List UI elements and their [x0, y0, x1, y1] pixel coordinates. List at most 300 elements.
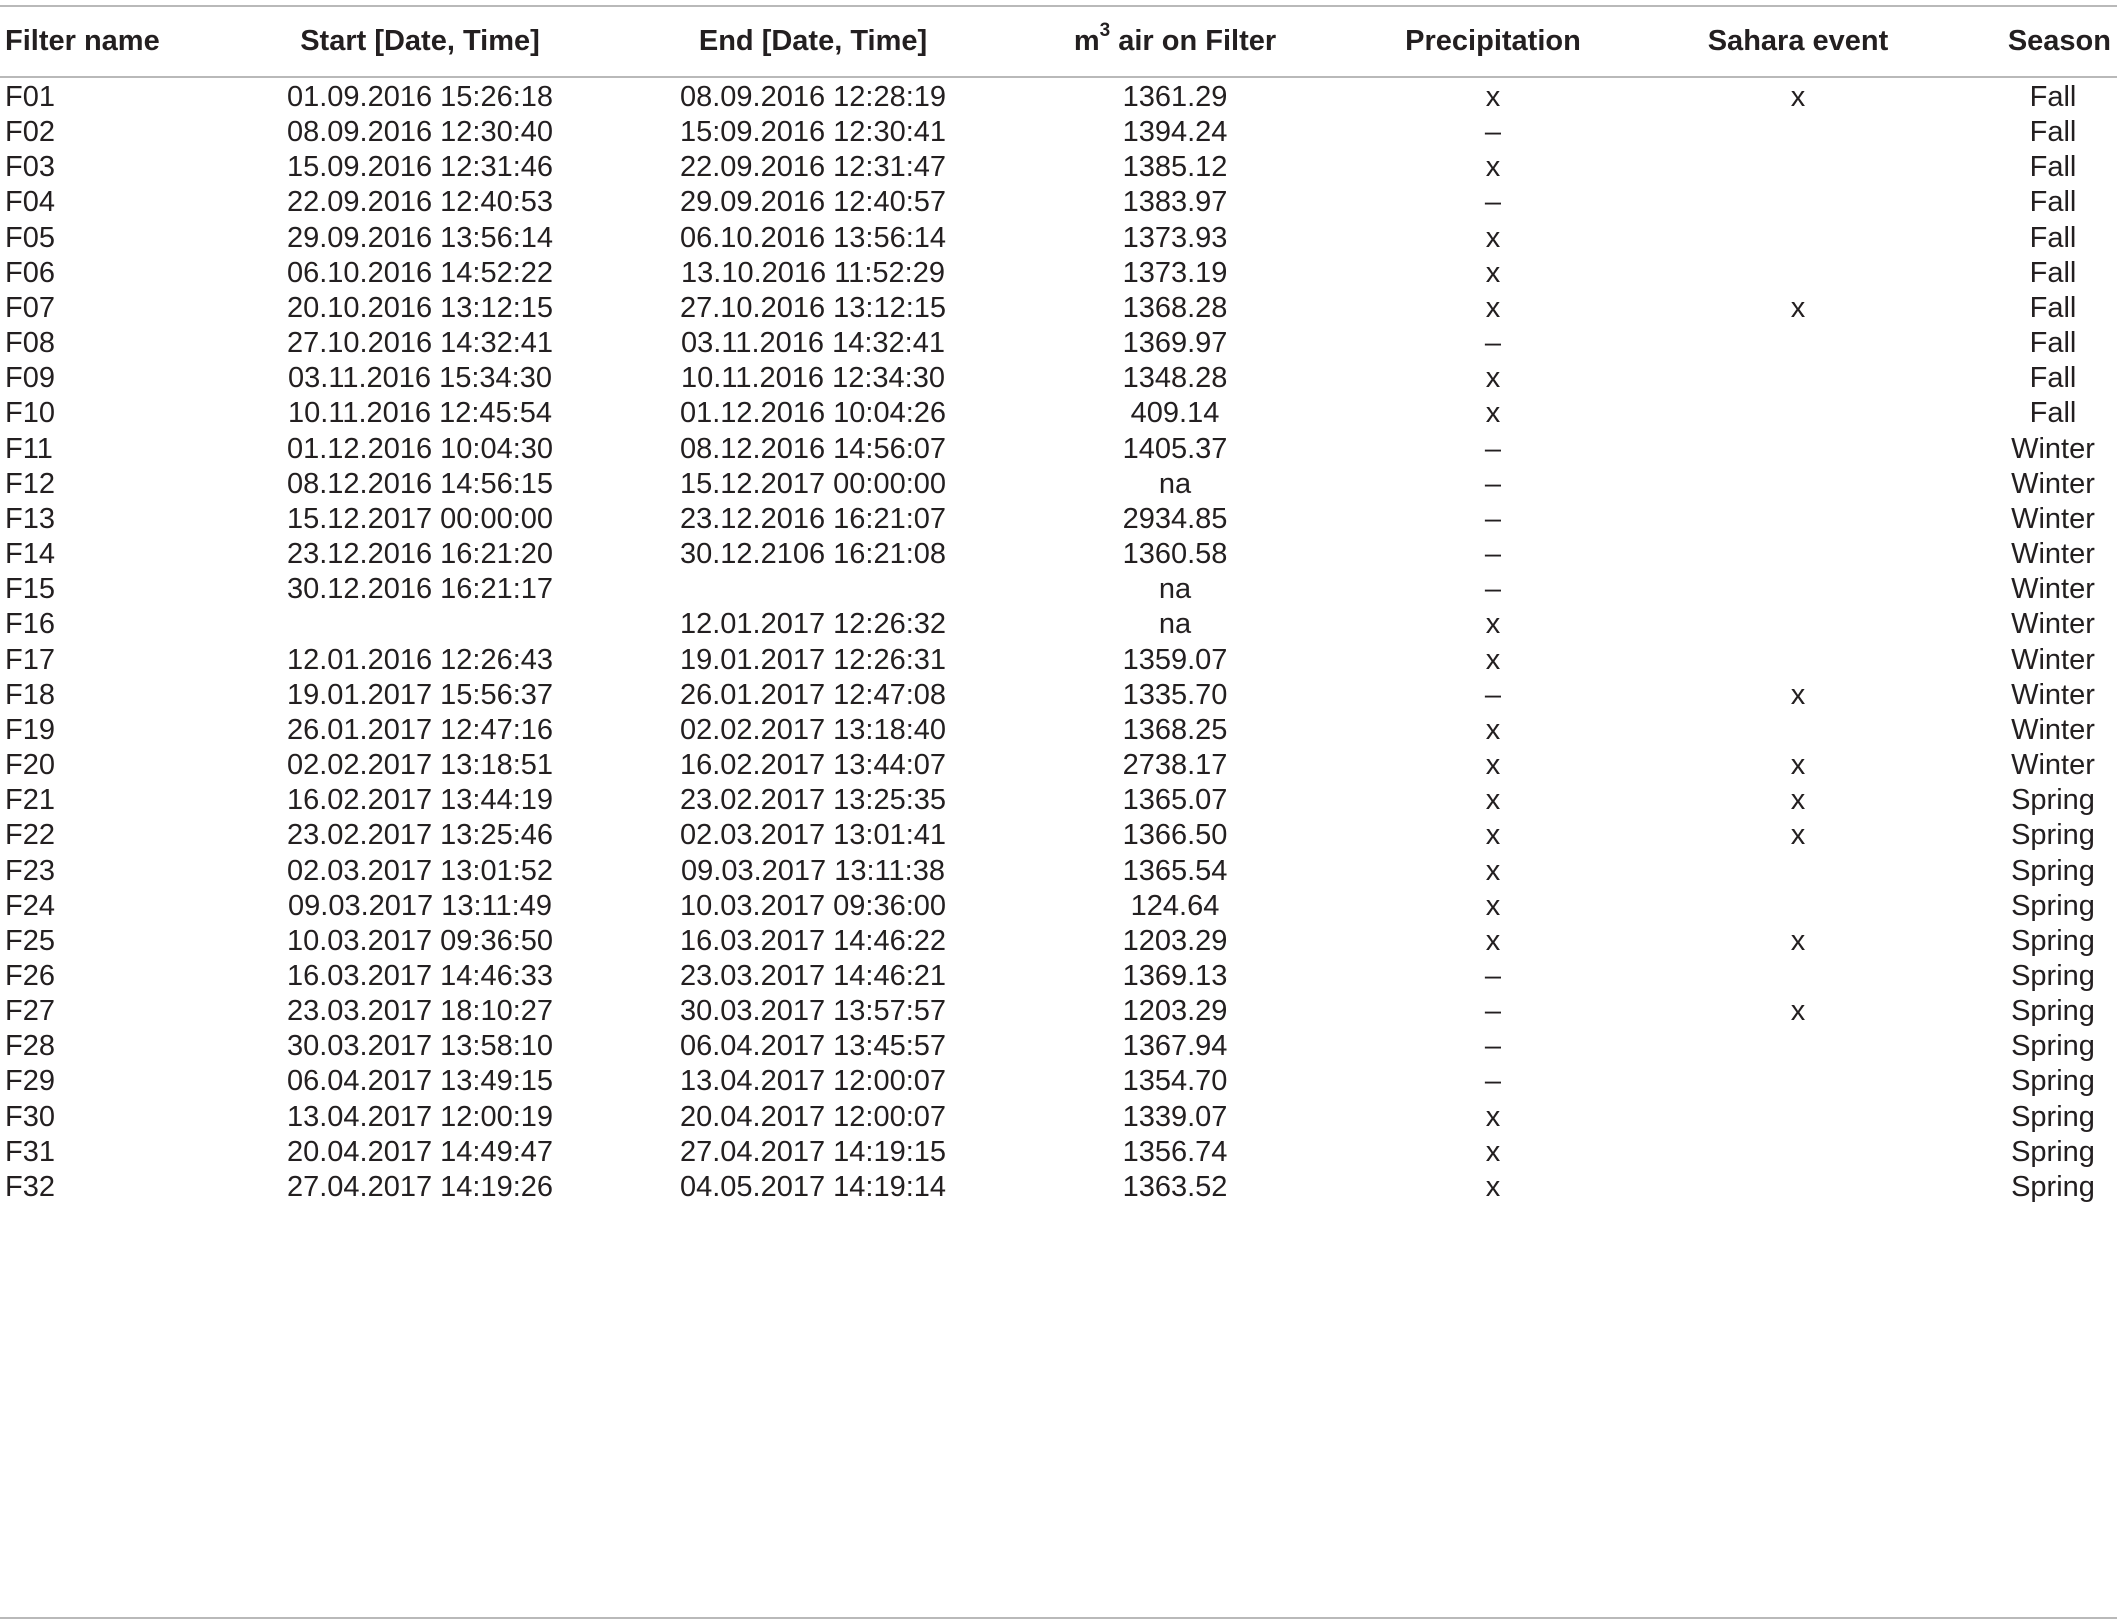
cell-start: 13.04.2017 12:00:19 [286, 1100, 554, 1133]
cell-precipitation: x [1485, 1170, 1501, 1203]
cell-air-on-filter: 1354.70 [1122, 1065, 1228, 1098]
cell-sahara-event [1668, 467, 1928, 502]
cell-start: 01.09.2016 15:26:18 [286, 81, 554, 113]
cell-season-label: Winter [2011, 467, 2095, 500]
cell-air-on-filter: 1361.29 [1122, 81, 1228, 113]
cell-sahara-event [1668, 396, 1928, 431]
cell-precipitation: x [1485, 397, 1501, 430]
cell-end: 30.03.2017 13:57:57 [679, 995, 947, 1028]
cell-end: 12.01.2017 12:26:32 [679, 608, 947, 641]
cell-sahara-event [1668, 1170, 1928, 1205]
cell-air-on-filter: 1373.19 [1122, 256, 1228, 289]
cell-end: 09.03.2017 13:11:38 [681, 854, 945, 887]
cell-season-label: Spring [2011, 995, 2095, 1028]
cell-season-label: Spring [2011, 924, 2095, 957]
cell-season-label: Winter [2011, 432, 2095, 465]
cell-season [1931, 678, 2111, 713]
cell-end: 10.11.2016 12:34:30 [681, 362, 945, 395]
cell-air-on-filter: 1373.93 [1122, 221, 1228, 254]
header-precipitation: Precipitation [1405, 25, 1581, 57]
cell-precipitation: x [1485, 889, 1501, 922]
cell-end: 08.09.2016 12:28:19 [679, 81, 947, 113]
cell-season [1931, 818, 2111, 853]
cell-season [1931, 1064, 2111, 1099]
cell-filter-name: F11 [5, 432, 53, 465]
cell-air-on-filter: na [1158, 467, 1192, 500]
cell-air-on-filter: 1363.52 [1122, 1170, 1228, 1203]
cell-season [1931, 185, 2111, 220]
cell-start: 15.09.2016 12:31:46 [286, 151, 554, 184]
cell-filter-name: F13 [5, 502, 55, 535]
cell-season-label: Spring [2011, 854, 2095, 887]
cell-season [1931, 150, 2111, 185]
cell-filter-name: F26 [5, 960, 55, 992]
header-filter-name: Filter name [5, 25, 160, 57]
cell-season [1931, 924, 2111, 959]
cell-start: 09.03.2017 13:11:49 [288, 889, 552, 922]
cell-season [1931, 783, 2111, 818]
cell-season [1931, 396, 2111, 431]
table-row [0, 80, 2117, 115]
cell-end: 02.02.2017 13:18:40 [679, 713, 947, 746]
cell-sahara-event: x [1790, 819, 1806, 852]
table-row [0, 572, 2117, 607]
cell-sahara-event: x [1790, 924, 1806, 957]
table-row [0, 396, 2117, 431]
cell-start: 06.10.2016 14:52:22 [286, 256, 554, 289]
cell-precipitation: x [1485, 749, 1501, 782]
table-row [0, 115, 2117, 150]
cell-air-on-filter: 1360.58 [1122, 538, 1228, 571]
cell-end: 08.12.2016 14:56:07 [679, 432, 947, 465]
cell-season [1931, 1135, 2111, 1170]
cell-filter-name: F03 [5, 151, 55, 184]
cell-season-label: Fall [2029, 221, 2077, 254]
cell-filter-name: F17 [5, 643, 55, 676]
cell-season [1931, 80, 2111, 115]
cell-season-label: Winter [2011, 749, 2095, 782]
cell-end [633, 572, 993, 607]
cell-precipitation: x [1485, 924, 1501, 957]
cell-season [1931, 1170, 2111, 1205]
table-row [0, 1170, 2117, 1205]
cell-filter-name: F10 [5, 397, 55, 430]
cell-air-on-filter: 1339.07 [1122, 1100, 1228, 1133]
table-header-rule [0, 76, 2117, 78]
table-row [0, 783, 2117, 818]
cell-season-label: Fall [2029, 362, 2077, 395]
table-header-row [0, 18, 2117, 65]
cell-season-label: Spring [2011, 1170, 2095, 1203]
cell-start [240, 607, 600, 642]
cell-sahara-event [1668, 713, 1928, 748]
cell-season-label: Winter [2011, 643, 2095, 676]
cell-season [1931, 748, 2111, 783]
cell-end: 27.10.2016 13:12:15 [679, 291, 947, 324]
cell-season-label: Winter [2011, 538, 2095, 571]
cell-season-label: Spring [2011, 1065, 2095, 1098]
cell-season [1931, 256, 2111, 291]
cell-start: 23.03.2017 18:10:27 [286, 995, 554, 1028]
header-air-suffix: air on Filter [1110, 25, 1277, 57]
cell-end: 22.09.2016 12:31:47 [679, 151, 947, 184]
cell-start: 03.11.2016 15:34:30 [288, 362, 552, 395]
cell-air-on-filter: 1203.29 [1122, 924, 1228, 957]
cell-sahara-event [1668, 185, 1928, 220]
cell-start: 22.09.2016 12:40:53 [286, 186, 554, 219]
cell-precipitation: – [1484, 995, 1502, 1028]
cell-air-on-filter: 1369.13 [1122, 960, 1228, 992]
cell-precipitation: x [1485, 713, 1501, 746]
cell-end: 20.04.2017 12:00:07 [679, 1100, 947, 1133]
cell-sahara-event [1668, 115, 1928, 150]
cell-start: 23.02.2017 13:25:46 [286, 819, 554, 852]
table-row [0, 959, 2117, 994]
cell-air-on-filter: 1368.25 [1122, 713, 1228, 746]
cell-filter-name: F06 [5, 256, 55, 289]
cell-season-label: Fall [2029, 151, 2077, 184]
cell-filter-name: F16 [5, 608, 55, 641]
cell-precipitation: x [1485, 819, 1501, 852]
cell-air-on-filter: na [1158, 608, 1192, 641]
cell-filter-name: F19 [5, 713, 55, 746]
cell-season [1931, 432, 2111, 467]
cell-air-on-filter: 409.14 [1130, 397, 1220, 430]
cell-air-on-filter: 2738.17 [1122, 749, 1228, 782]
table-row [0, 607, 2117, 642]
cell-filter-name: F12 [5, 467, 55, 500]
cell-air-on-filter: 1368.28 [1122, 291, 1228, 324]
cell-precipitation: – [1484, 327, 1502, 360]
cell-end: 16.03.2017 14:46:22 [679, 924, 947, 957]
table-row [0, 713, 2117, 748]
cell-sahara-event: x [1790, 81, 1806, 113]
cell-end: 13.10.2016 11:52:29 [681, 256, 945, 289]
header-air-on-filter [1040, 18, 1310, 65]
cell-end: 15.12.2017 00:00:00 [679, 467, 947, 500]
cell-air-on-filter: 1394.24 [1122, 116, 1228, 149]
cell-end: 10.03.2017 09:36:00 [679, 889, 947, 922]
cell-end: 02.03.2017 13:01:41 [679, 819, 947, 852]
cell-precipitation: x [1485, 1100, 1501, 1133]
cell-season [1931, 221, 2111, 256]
cell-sahara-event [1668, 572, 1928, 607]
table-row [0, 185, 2117, 220]
cell-air-on-filter: 1359.07 [1122, 643, 1228, 676]
cell-season-label: Winter [2011, 713, 2095, 746]
table-row [0, 994, 2117, 1029]
cell-sahara-event [1668, 1135, 1928, 1170]
cell-filter-name: F09 [5, 362, 55, 395]
cell-air-on-filter: 124.64 [1130, 889, 1220, 922]
cell-filter-name: F22 [5, 819, 55, 852]
cell-air-on-filter: 1383.97 [1122, 186, 1228, 219]
cell-precipitation: x [1485, 643, 1501, 676]
cell-air-on-filter: 1385.12 [1122, 151, 1228, 184]
cell-end: 23.12.2016 16:21:07 [679, 502, 947, 535]
cell-start: 20.10.2016 13:12:15 [286, 291, 554, 324]
cell-precipitation: x [1485, 81, 1501, 113]
cell-end: 03.11.2016 14:32:41 [681, 327, 945, 360]
cell-sahara-event [1668, 1100, 1928, 1135]
cell-filter-name: F01 [5, 81, 55, 113]
cell-season-label: Spring [2011, 1135, 2095, 1168]
cell-sahara-event [1668, 854, 1928, 889]
cell-air-on-filter: 1405.37 [1122, 432, 1228, 465]
cell-end: 04.05.2017 14:19:14 [679, 1170, 947, 1203]
header-sahara-event: Sahara event [1707, 25, 1889, 57]
cell-start: 27.10.2016 14:32:41 [286, 327, 554, 360]
cell-season [1931, 854, 2111, 889]
table-row [0, 1135, 2117, 1170]
cell-filter-name: F27 [5, 995, 55, 1028]
cell-end: 15:09.2016 12:30:41 [679, 116, 947, 149]
cell-end: 30.12.2106 16:21:08 [679, 538, 947, 571]
cell-filter-name: F14 [5, 538, 55, 571]
cell-season [1931, 1029, 2111, 1064]
table-row [0, 818, 2117, 853]
cell-season-label: Spring [2011, 960, 2095, 992]
table-row [0, 1064, 2117, 1099]
cell-start: 19.01.2017 15:56:37 [286, 678, 554, 711]
cell-air-on-filter: 1365.07 [1122, 784, 1228, 817]
cell-start: 10.11.2016 12:45:54 [288, 397, 552, 430]
cell-start: 15.12.2017 00:00:00 [286, 502, 554, 535]
cell-season [1931, 959, 2111, 994]
cell-sahara-event [1668, 432, 1928, 467]
cell-sahara-event: x [1790, 749, 1806, 782]
cell-season [1931, 291, 2111, 326]
cell-season-label: Winter [2011, 678, 2095, 711]
table-row [0, 924, 2117, 959]
cell-precipitation: – [1484, 502, 1502, 535]
table-row [0, 502, 2117, 537]
cell-season [1931, 537, 2111, 572]
cell-air-on-filter: 1366.50 [1122, 819, 1228, 852]
cell-season [1931, 326, 2111, 361]
cell-sahara-event [1668, 150, 1928, 185]
cell-sahara-event: x [1790, 678, 1806, 711]
cell-precipitation: x [1485, 784, 1501, 817]
cell-air-on-filter: 1203.29 [1122, 995, 1228, 1028]
cell-season-label: Fall [2029, 291, 2077, 324]
cell-sahara-event [1668, 256, 1928, 291]
cell-air-on-filter: 1369.97 [1122, 327, 1228, 360]
cell-start: 30.03.2017 13:58:10 [286, 1030, 554, 1063]
cell-season [1931, 467, 2111, 502]
table-row [0, 256, 2117, 291]
cell-precipitation: x [1485, 256, 1501, 289]
table-row [0, 361, 2117, 396]
cell-sahara-event [1668, 889, 1928, 924]
table-row [0, 1029, 2117, 1064]
cell-season-label: Winter [2011, 608, 2095, 641]
cell-season-label: Winter [2011, 573, 2095, 606]
table-row [0, 291, 2117, 326]
header-season-label: Season [2007, 25, 2111, 57]
cell-season-label: Spring [2011, 819, 2095, 852]
cell-season [1931, 1100, 2111, 1135]
cell-season-label: Spring [2011, 1030, 2095, 1063]
cell-end: 13.04.2017 12:00:07 [679, 1065, 947, 1098]
cell-air-on-filter: na [1158, 573, 1192, 606]
cell-start: 12.01.2016 12:26:43 [286, 643, 554, 676]
cell-season-label: Fall [2029, 116, 2077, 149]
cell-filter-name: F18 [5, 678, 55, 711]
cell-filter-name: F08 [5, 327, 55, 360]
header-start: Start [Date, Time] [300, 25, 540, 57]
cell-precipitation: x [1485, 854, 1501, 887]
cell-season [1931, 607, 2111, 642]
cell-precipitation: x [1485, 151, 1501, 184]
cell-season-label: Spring [2011, 784, 2095, 817]
cell-season [1931, 572, 2111, 607]
cell-start: 30.12.2016 16:21:17 [286, 573, 554, 606]
cell-filter-name: F02 [5, 116, 55, 149]
cell-precipitation: – [1484, 116, 1502, 149]
cell-filter-name: F04 [5, 186, 55, 219]
cell-end: 29.09.2016 12:40:57 [679, 186, 947, 219]
table-row [0, 643, 2117, 678]
table-row [0, 889, 2117, 924]
cell-sahara-event: x [1790, 784, 1806, 817]
cell-filter-name: F21 [5, 784, 55, 817]
cell-sahara-event [1668, 643, 1928, 678]
cell-sahara-event [1668, 502, 1928, 537]
cell-season [1931, 889, 2111, 924]
cell-start: 29.09.2016 13:56:14 [286, 221, 554, 254]
cell-filter-name: F07 [5, 291, 55, 324]
cell-filter-name: F15 [5, 573, 55, 606]
cell-precipitation: – [1484, 467, 1502, 500]
cell-precipitation: – [1484, 1030, 1502, 1063]
cell-start: 16.03.2017 14:46:33 [286, 960, 554, 992]
cell-sahara-event [1668, 537, 1928, 572]
table-row [0, 537, 2117, 572]
cell-start: 10.03.2017 09:36:50 [286, 924, 554, 957]
cell-start: 23.12.2016 16:21:20 [286, 538, 554, 571]
cell-end: 06.04.2017 13:45:57 [679, 1030, 947, 1063]
cell-season [1931, 994, 2111, 1029]
cell-end: 27.04.2017 14:19:15 [679, 1135, 947, 1168]
cell-season [1931, 361, 2111, 396]
cell-precipitation: x [1485, 362, 1501, 395]
cell-precipitation: x [1485, 291, 1501, 324]
cell-precipitation: – [1484, 960, 1502, 992]
cell-season-label: Fall [2029, 397, 2077, 430]
cell-filter-name: F20 [5, 749, 55, 782]
cell-season-label: Fall [2029, 186, 2077, 219]
cell-season-label: Fall [2029, 256, 2077, 289]
cell-precipitation: x [1485, 608, 1501, 641]
cell-sahara-event [1668, 361, 1928, 396]
table-row [0, 678, 2117, 713]
cell-sahara-event [1668, 607, 1928, 642]
cell-start: 08.12.2016 14:56:15 [286, 467, 554, 500]
cell-air-on-filter: 1365.54 [1122, 854, 1228, 887]
cell-sahara-event [1668, 1029, 1928, 1064]
cell-air-on-filter: 1335.70 [1122, 678, 1228, 711]
cell-season-label: Spring [2011, 1100, 2095, 1133]
cell-filter-name: F24 [5, 889, 55, 922]
cell-start: 06.04.2017 13:49:15 [286, 1065, 554, 1098]
cell-start: 27.04.2017 14:19:26 [286, 1170, 554, 1203]
cell-season-label: Fall [2029, 327, 2077, 360]
cell-precipitation: – [1484, 678, 1502, 711]
cell-end: 16.02.2017 13:44:07 [679, 749, 947, 782]
table-row [0, 326, 2117, 361]
cell-start: 20.04.2017 14:49:47 [286, 1135, 554, 1168]
cell-filter-name: F05 [5, 221, 55, 254]
cell-sahara-event [1668, 959, 1928, 994]
table-row [0, 748, 2117, 783]
cell-start: 26.01.2017 12:47:16 [286, 713, 554, 746]
header-end: End [Date, Time] [698, 25, 928, 57]
cell-start: 16.02.2017 13:44:19 [286, 784, 554, 817]
cell-end: 23.03.2017 14:46:21 [679, 960, 947, 992]
cell-season-label: Fall [2029, 81, 2077, 113]
cell-season-label: Spring [2011, 889, 2095, 922]
cell-end: 23.02.2017 13:25:35 [679, 784, 947, 817]
cell-precipitation: x [1485, 1135, 1501, 1168]
table-row [0, 221, 2117, 256]
cell-end: 06.10.2016 13:56:14 [679, 221, 947, 254]
cell-sahara-event [1668, 1064, 1928, 1099]
cell-end: 01.12.2016 10:04:26 [679, 397, 947, 430]
cell-air-on-filter: 2934.85 [1122, 502, 1228, 535]
table-bottom-rule [0, 1617, 2117, 1619]
cell-filter-name: F29 [5, 1065, 55, 1098]
cell-precipitation: – [1484, 1065, 1502, 1098]
cell-sahara-event [1668, 221, 1928, 256]
cell-season [1931, 643, 2111, 678]
cell-precipitation: – [1484, 186, 1502, 219]
table-top-rule [0, 5, 2117, 7]
table-row [0, 467, 2117, 502]
cell-season [1931, 502, 2111, 537]
cell-start: 02.02.2017 13:18:51 [286, 749, 554, 782]
cell-precipitation: – [1484, 573, 1502, 606]
header-season [1931, 18, 2111, 65]
table-row [0, 1100, 2117, 1135]
table-row [0, 150, 2117, 185]
cell-filter-name: F32 [5, 1170, 55, 1203]
cell-filter-name: F25 [5, 924, 55, 957]
cell-end: 26.01.2017 12:47:08 [679, 678, 947, 711]
cell-air-on-filter: 1348.28 [1122, 362, 1228, 395]
cell-precipitation: x [1485, 221, 1501, 254]
cell-start: 02.03.2017 13:01:52 [286, 854, 554, 887]
table-row [0, 432, 2117, 467]
cell-season-label: Winter [2011, 502, 2095, 535]
header-air-superscript: 3 [1099, 20, 1111, 42]
cell-season [1931, 713, 2111, 748]
cell-air-on-filter: 1367.94 [1122, 1030, 1228, 1063]
cell-sahara-event [1668, 326, 1928, 361]
cell-start: 01.12.2016 10:04:30 [286, 432, 554, 465]
cell-filter-name: F23 [5, 854, 55, 887]
table-row [0, 854, 2117, 889]
cell-filter-name: F31 [5, 1135, 55, 1168]
cell-filter-name: F28 [5, 1030, 55, 1063]
cell-start: 08.09.2016 12:30:40 [286, 116, 554, 149]
cell-precipitation: – [1484, 538, 1502, 571]
cell-sahara-event: x [1790, 291, 1806, 324]
cell-season [1931, 115, 2111, 150]
cell-end: 19.01.2017 12:26:31 [679, 643, 947, 676]
cell-precipitation: – [1484, 432, 1502, 465]
cell-air-on-filter: 1356.74 [1122, 1135, 1228, 1168]
